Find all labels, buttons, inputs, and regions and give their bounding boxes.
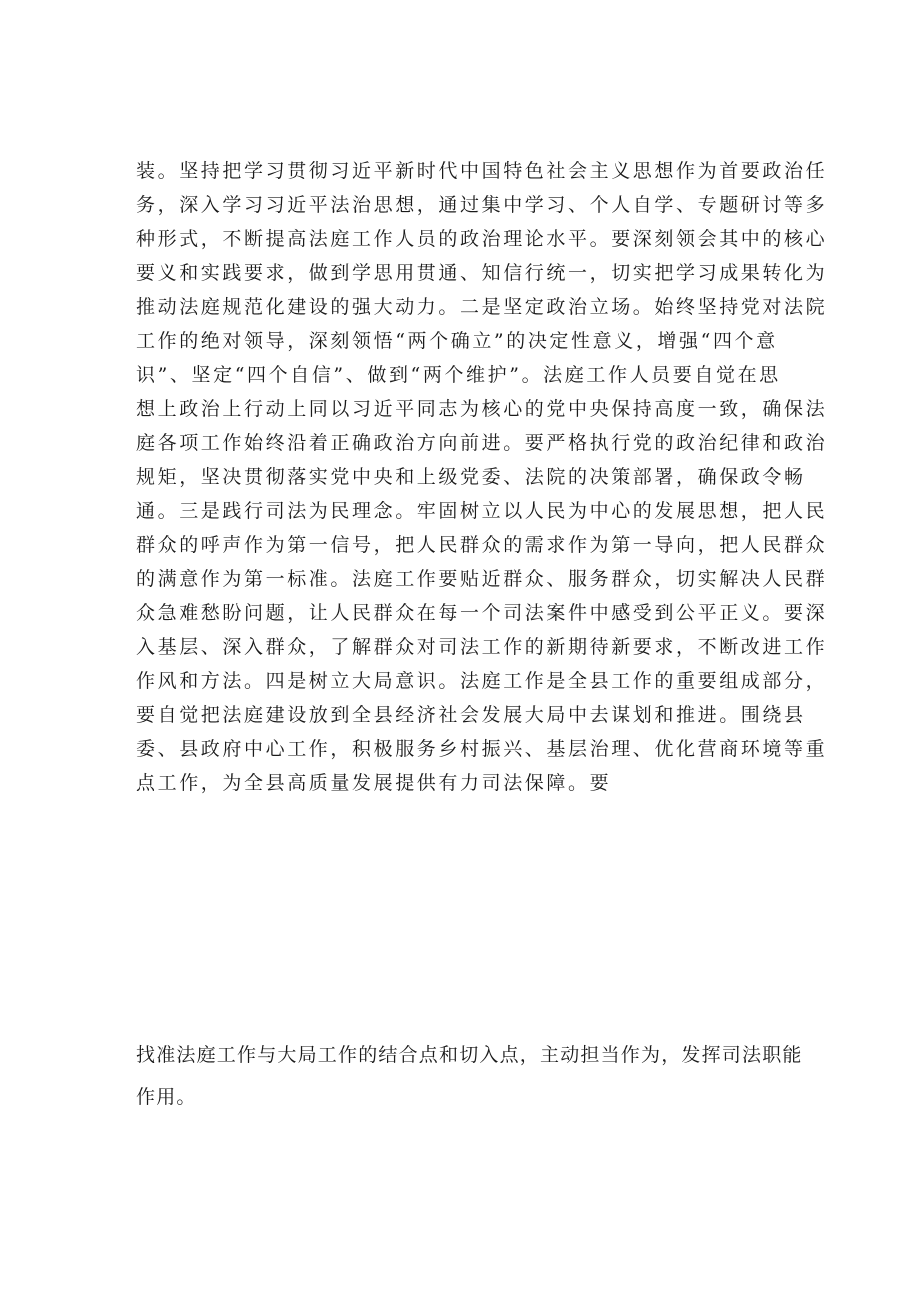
text-line: 想上政治上行动上同以习近平同志为核心的党中央保持高度一致，确保法 xyxy=(136,398,828,420)
text-line: 推动法庭规范化建设的强大动力。二是坚定政治立场。始终坚持党对法院 xyxy=(136,296,828,318)
text-line: 要义和实践要求，做到学思用贯通、知信行统一，切实把学习成果转化为 xyxy=(136,262,828,284)
tail-paragraph xyxy=(136,1034,816,1118)
text-line: 庭各项工作始终沿着正确政治方向前进。要严格执行党的政治纪律和政治 xyxy=(136,432,828,454)
text-line: 作风和方法。四是树立大局意识。法庭工作是全县工作的重要组成部分， xyxy=(136,670,828,692)
text-line: 的满意作为第一标准。法庭工作要贴近群众、服务群众，切实解决人民群 xyxy=(136,568,828,590)
text-line: 群众的呼声作为第一信号，把人民群众的需求作为第一导向，把人民群众 xyxy=(136,534,828,556)
text-line: 工作的绝对领导，深刻领悟“两个确立”的决定性意义，增强“四个意 xyxy=(136,330,778,352)
text-line: 找准法庭工作与大局工作的结合点和切入点，主动担当作为，发挥司法职能 xyxy=(136,1044,803,1066)
text-line: 作用。 xyxy=(136,1086,197,1108)
text-line: 点工作，为全县高质量发展提供有力司法保障。要 xyxy=(136,772,612,794)
text-line: 识”、坚定“四个自信”、做到“两个维护”。法庭工作人员要自觉在思 xyxy=(136,364,781,386)
text-line: 众急难愁盼问题，让人民群众在每一个司法案件中感受到公平正义。要深 xyxy=(136,602,828,624)
text-line: 委、县政府中心工作，积极服务乡村振兴、基层治理、优化营商环境等重 xyxy=(136,738,828,760)
text-line: 规矩，坚决贯彻落实党中央和上级党委、法院的决策部署，确保政令畅 xyxy=(136,466,806,488)
text-line: 通。三是践行司法为民理念。牢固树立以人民为中心的发展思想，把人民 xyxy=(136,500,828,522)
text-line: 要自觉把法庭建设放到全县经济社会发展大局中去谋划和推进。围绕县 xyxy=(136,704,806,726)
text-line: 种形式，不断提高法庭工作人员的政治理论水平。要深刻领会其中的核心 xyxy=(136,228,828,250)
text-line: 装。坚持把学习贯彻习近平新时代中国特色社会主义思想作为首要政治任 xyxy=(136,160,828,182)
body-paragraph xyxy=(136,154,828,800)
text-line: 入基层、深入群众，了解群众对司法工作的新期待新要求，不断改进工作 xyxy=(136,636,828,658)
text-line: 务，深入学习习近平法治思想，通过集中学习、个人自学、专题研讨等多 xyxy=(136,194,828,216)
